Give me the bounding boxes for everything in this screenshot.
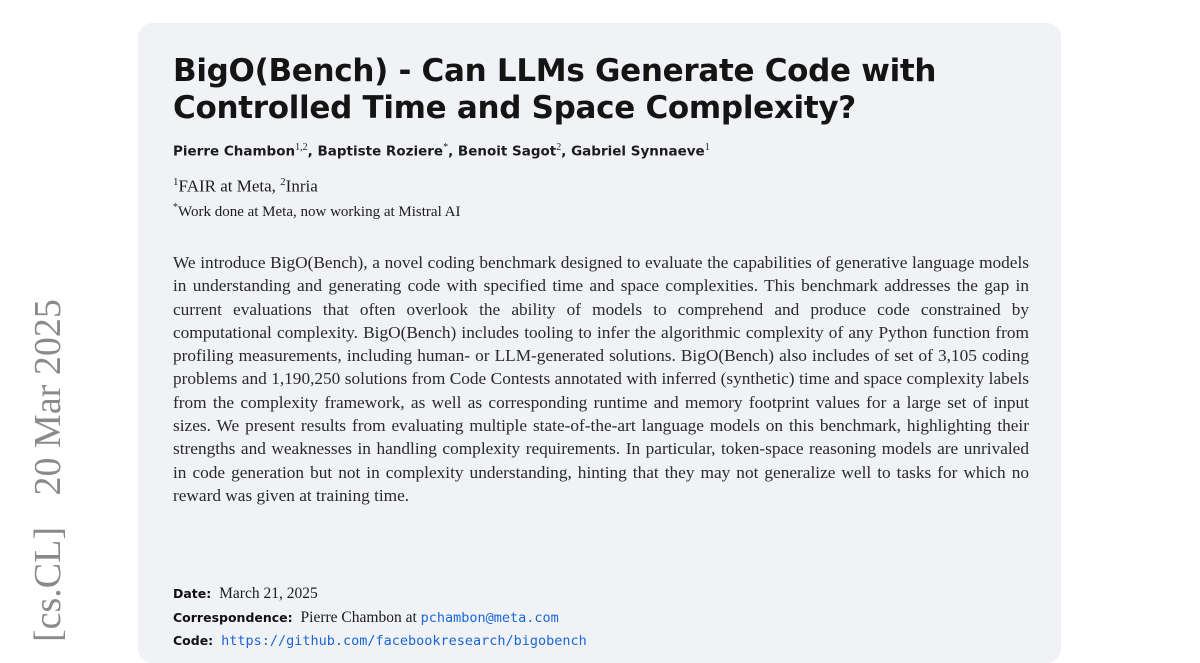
author-name: Baptiste Roziere bbox=[317, 143, 444, 160]
abstract: We introduce BigO(Bench), a novel coding benchmark designed to evaluate the capabilities of generative language models in understanding and generating code with specified time and space complexities. This benchmark addresses the gap in current evaluations that often overlook the ability of models to comprehend and produce code constrained by computational complexity. BigO(Bench) includes tooling to infer the algorithmic complexity of any Python function from profiling measurements, including human- or LLM-generated solutions. BigO(Bench) also includes of set of 3,105 coding problems and 1,190,250 solutions from Code Contests annotated with inferred (synthetic) time and space complexity labels from the complexity framework, as well as corresponding runtime and memory footprint values for a large set of input sizes. We present results from evaluating multiple state-of-the-art language models on this benchmark, highlighting their strengths and weaknesses in handling complexity requirements. In particular, token-space reasoning models are unrivaled in code generation but not in complexity understanding, hinting that they may not generalize well to tasks for which no reward was given at training time. bbox=[173, 253, 1029, 505]
code-line bbox=[173, 632, 587, 650]
correspondence-email-link[interactable]: pchambon@meta.com bbox=[420, 610, 559, 626]
footnote-mark: * bbox=[173, 202, 178, 213]
code-label: Code: bbox=[173, 633, 214, 648]
footnote-text: Work done at Meta, now working at Mistral AI bbox=[178, 204, 461, 220]
correspondence-line bbox=[173, 609, 559, 627]
author-name: Gabriel Synnaeve bbox=[571, 143, 705, 160]
affiliation-mark: 1 bbox=[173, 176, 179, 188]
date-value: March 21, 2025 bbox=[219, 585, 318, 602]
affiliation-mark: 2 bbox=[280, 176, 286, 188]
author-mark: 1,2 bbox=[295, 142, 308, 153]
date-label: Date: bbox=[173, 586, 212, 601]
footnote bbox=[173, 202, 461, 221]
paper-title: BigO(Bench) - Can LLMs Generate Code with Controlled Time and Space Complexity? bbox=[173, 53, 937, 126]
affiliations: $^1$FAIR at Meta, $^2$Inria bbox=[173, 176, 318, 196]
author-mark: 1 bbox=[704, 142, 710, 153]
author-mark: * bbox=[443, 142, 449, 153]
affiliation-name: FAIR at Meta bbox=[178, 176, 272, 196]
arxiv-category: [cs.CL] bbox=[27, 526, 69, 642]
correspondence-label: Correspondence: bbox=[173, 610, 293, 625]
author-name: Pierre Chambon bbox=[173, 143, 296, 160]
arxiv-side-stamp bbox=[18, 242, 78, 648]
author-name: Benoit Sagot bbox=[457, 143, 557, 160]
code-url-link[interactable]: https://github.com/facebookresearch/bigobench bbox=[221, 633, 587, 649]
arxiv-date: 20 Mar 2025 bbox=[27, 299, 69, 496]
date-line bbox=[173, 585, 318, 603]
correspondence-name: Pierre Chambon at bbox=[300, 609, 417, 626]
affiliation-name: Inria bbox=[285, 176, 318, 196]
paper-card bbox=[138, 23, 1061, 663]
author-mark: 2 bbox=[556, 142, 562, 153]
author-list: Pierre Chambon$^{1,2}$, Baptiste Roziere*, Benoit Sagot$^2$, Gabriel Synnaeve$^1$ bbox=[173, 142, 710, 160]
